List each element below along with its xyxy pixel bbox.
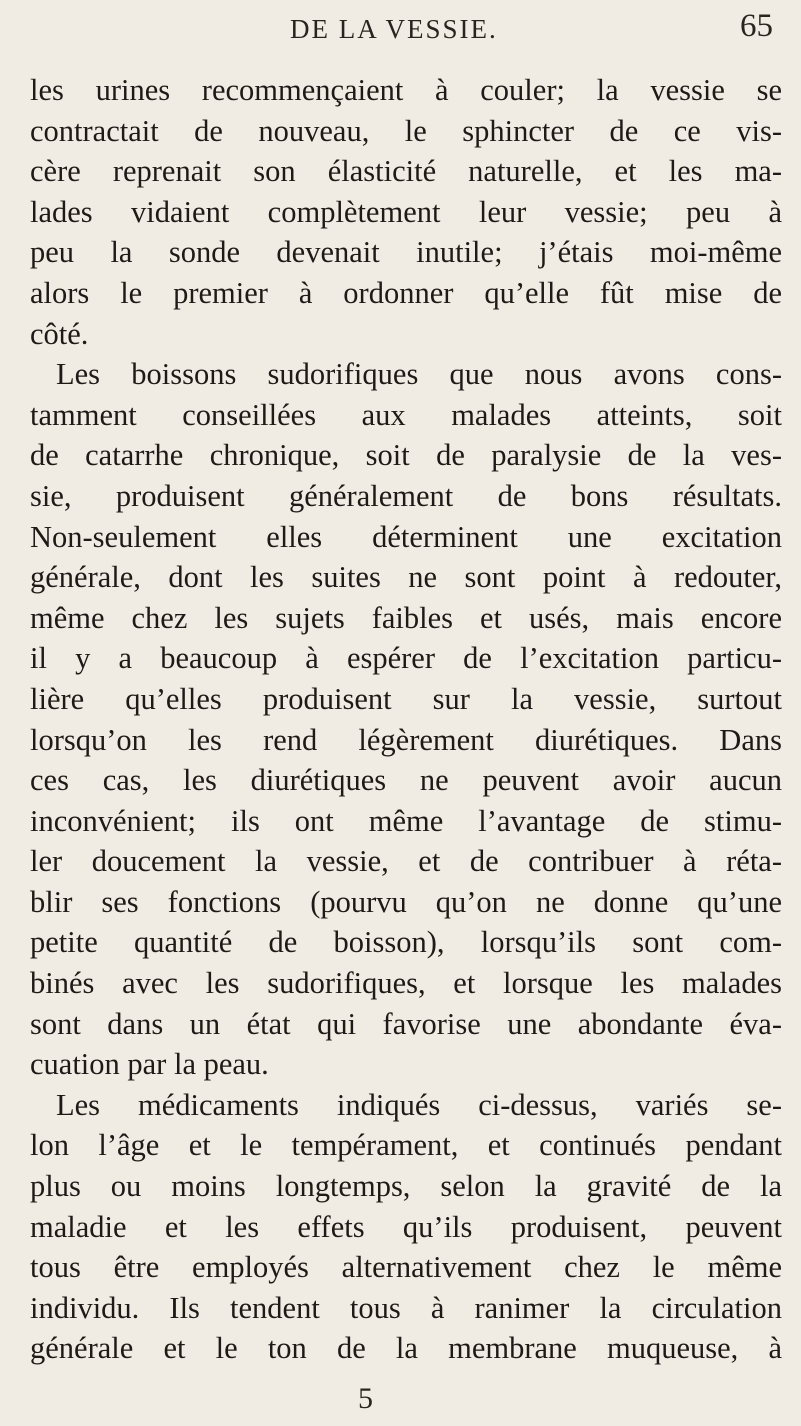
body-text (30, 70, 782, 1369)
text-line: maladie et les effets qu’ils produisent, peuvent (30, 1209, 782, 1244)
text-line: côté. (30, 316, 89, 351)
text-line: contractait de nouveau, le sphincter de ce vis- (30, 113, 782, 148)
text-line: individu. Ils tendent tous à ranimer la circulation (30, 1290, 782, 1325)
text-line: cère reprenait son élasticité naturelle, et les ma- (30, 154, 782, 189)
running-title: DE LA VESSIE. (290, 14, 498, 44)
text-line: lon l’âge et le tempérament, et continués pendant (30, 1128, 782, 1163)
text-line: blir ses fonctions (pourvu qu’on ne donne qu’une (30, 884, 782, 919)
text-line: tamment conseillées aux malades atteints, soit (30, 397, 782, 432)
text-line: Les médicaments indiqués ci-dessus, variés se- (56, 1087, 782, 1122)
page-number: 65 (740, 8, 773, 44)
text-line: binés avec les sudorifiques, et lorsque les malades (30, 966, 782, 1001)
text-line: ler doucement la vessie, et de contribuer à réta- (30, 844, 782, 879)
text-line: alors le premier à ordonner qu’elle fût mise de (30, 275, 782, 310)
text-line: il y a beaucoup à espérer de l’excitation particu- (30, 641, 782, 676)
text-line: Les boissons sudorifiques que nous avons cons- (56, 357, 782, 392)
text-line: inconvénient; ils ont même l’avantage de stimu- (30, 803, 782, 838)
signature-mark: 5 (358, 1382, 373, 1415)
text-line: cuation par la peau. (30, 1047, 269, 1082)
text-line: tous être employés alternativement chez le même (30, 1250, 782, 1285)
text-line: lière qu’elles produisent sur la vessie, surtout (30, 681, 782, 716)
text-line: générale et le ton de la membrane muqueuse, à (30, 1331, 782, 1366)
text-line: petite quantité de boisson), lorsqu’ils sont com- (30, 925, 782, 960)
text-line: lades vidaient complètement leur vessie; peu à (30, 194, 782, 229)
text-line: ces cas, les diurétiques ne peuvent avoir aucun (30, 763, 782, 798)
text-line: même chez les sujets faibles et usés, mais encore (30, 600, 782, 635)
text-line: de catarrhe chronique, soit de paralysie de la ves- (30, 438, 782, 473)
text-line: peu la sonde devenait inutile; j’étais moi-même (30, 235, 782, 270)
text-line: sie, produisent généralement de bons résultats. (30, 478, 782, 513)
text-line: Non-seulement elles déterminent une excitation (30, 519, 782, 554)
text-line: plus ou moins longtemps, selon la gravité de la (30, 1169, 782, 1204)
text-line: sont dans un état qui favorise une abondante éva- (30, 1006, 782, 1041)
text-line: lorsqu’on les rend légèrement diurétiques. Dans (30, 722, 782, 757)
text-line: les urines recommençaient à couler; la vessie se (30, 73, 782, 107)
text-line: générale, dont les suites ne sont point à redouter, (30, 560, 782, 595)
